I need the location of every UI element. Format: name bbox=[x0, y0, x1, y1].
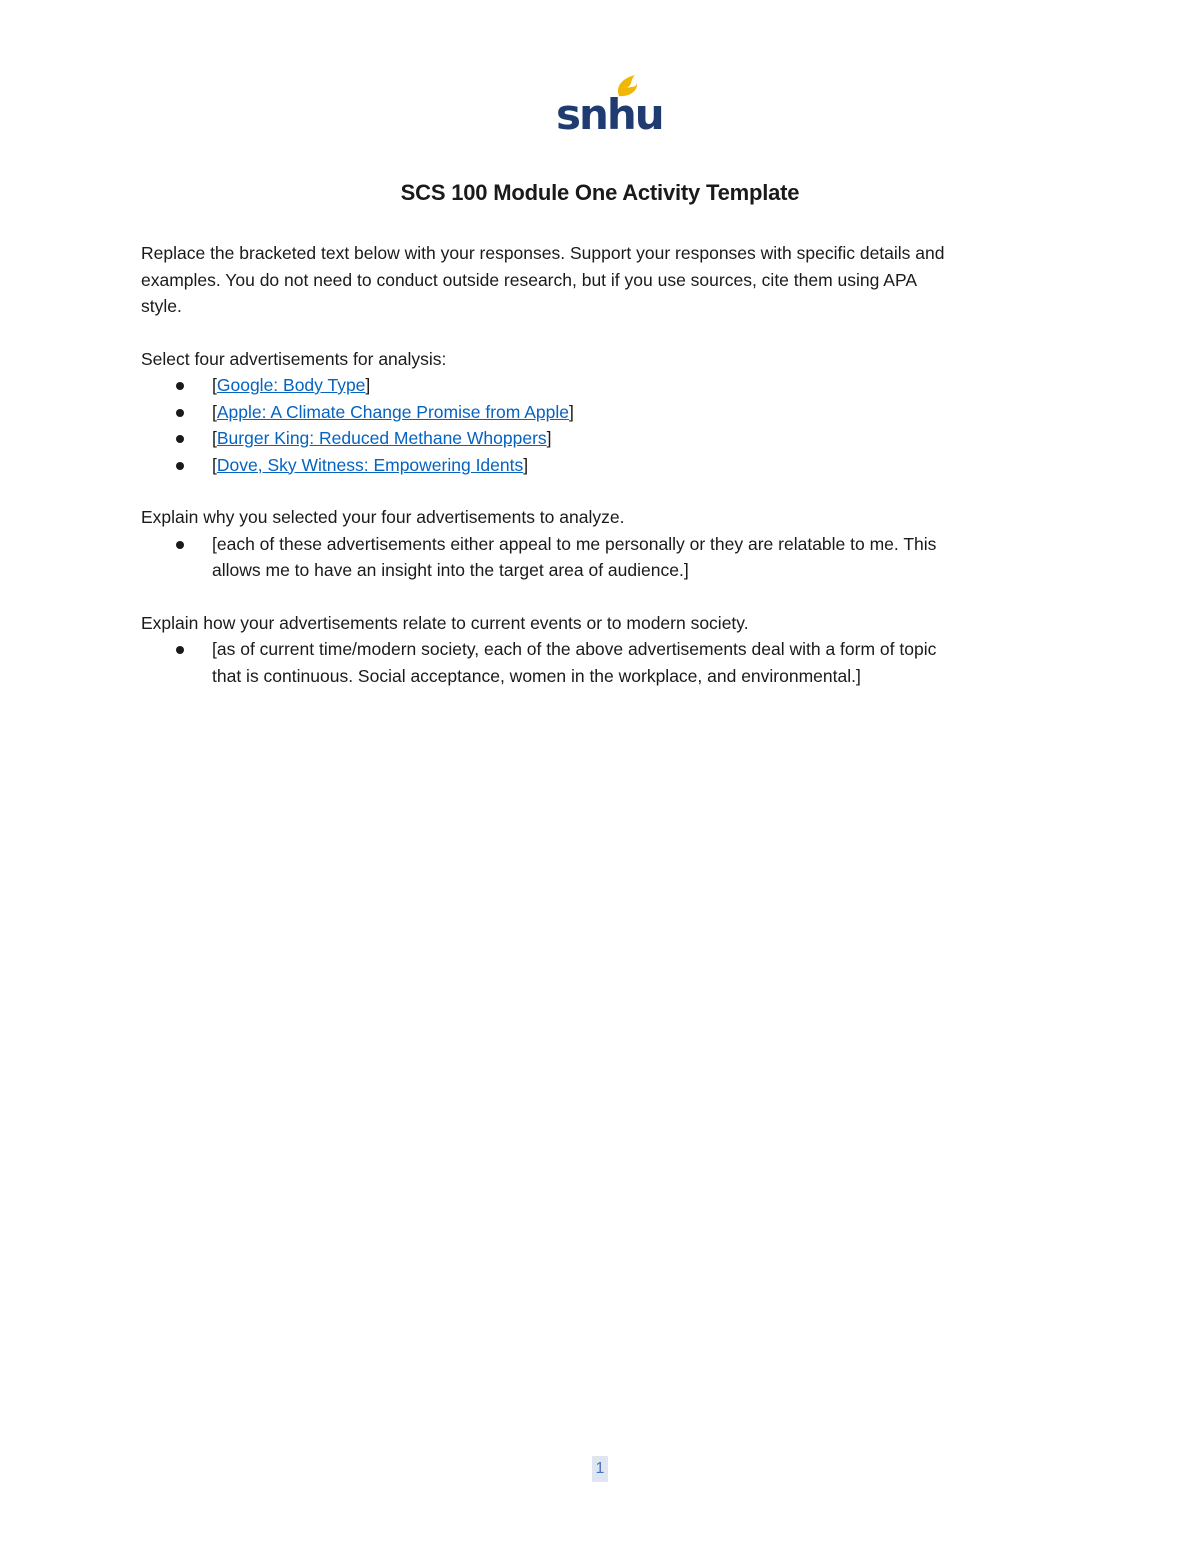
answer-line: [each of these advertisements either appeal to me personally or they are relatable to me. This bbox=[212, 533, 937, 554]
bullet-icon bbox=[176, 409, 184, 417]
section2-prompt: Explain why you selected your four advertisements to analyze. bbox=[141, 507, 625, 527]
apple-climate-link[interactable]: Apple: A Climate Change Promise from Apple bbox=[216, 401, 570, 422]
intro-line: style. bbox=[141, 296, 182, 316]
logo-text: snhu bbox=[556, 90, 663, 139]
section3-list bbox=[141, 636, 1061, 689]
page-title: SCS 100 Module One Activity Template bbox=[400, 180, 800, 205]
intro-paragraph bbox=[141, 240, 1061, 320]
bullet-icon bbox=[176, 646, 184, 654]
snhu-logo bbox=[553, 72, 663, 139]
list-item: [Dove, Sky Witness: Empowering Idents] bbox=[141, 452, 1061, 479]
burger-king-link[interactable]: Burger King: Reduced Methane Whoppers bbox=[216, 428, 547, 448]
bullet-icon bbox=[176, 435, 184, 443]
answer-line: allows me to have an insight into the target area of audience.] bbox=[212, 560, 689, 580]
list-item bbox=[141, 531, 1061, 584]
answer-line: that is continuous. Social acceptance, women in the workplace, and environmental.] bbox=[212, 665, 861, 686]
page-number: 1 bbox=[592, 1456, 608, 1482]
bullet-icon bbox=[176, 541, 184, 549]
section2-list bbox=[141, 531, 1061, 584]
intro-line: Replace the bracketed text below with your responses. Support your responses with specific details and bbox=[141, 243, 945, 263]
list-item: [Burger King: Reduced Methane Whoppers] bbox=[141, 425, 1061, 452]
advertisement-list bbox=[141, 372, 1061, 478]
bullet-icon bbox=[176, 382, 184, 390]
section3-prompt: Explain how your advertisements relate to current events or to modern society. bbox=[141, 612, 749, 633]
google-body-type-link[interactable]: Google: Body Type bbox=[216, 375, 366, 395]
list-item: [Google: Body Type] bbox=[141, 372, 1061, 399]
dove-sky-witness-link[interactable]: Dove, Sky Witness: Empowering Idents bbox=[216, 454, 524, 475]
bullet-icon bbox=[176, 462, 184, 470]
snhu-logo-graphic bbox=[553, 72, 663, 139]
section1-prompt: Select four advertisements for analysis: bbox=[141, 348, 447, 369]
document-body bbox=[141, 240, 1061, 689]
intro-line: examples. You do not need to conduct outside research, but if you use sources, cite them using APA bbox=[141, 269, 917, 290]
list-item bbox=[141, 636, 1061, 689]
answer-line: [as of current time/modern society, each of the above advertisements deal with a form of topic bbox=[212, 639, 937, 659]
list-item: [Apple: A Climate Change Promise from Apple] bbox=[141, 399, 1061, 426]
